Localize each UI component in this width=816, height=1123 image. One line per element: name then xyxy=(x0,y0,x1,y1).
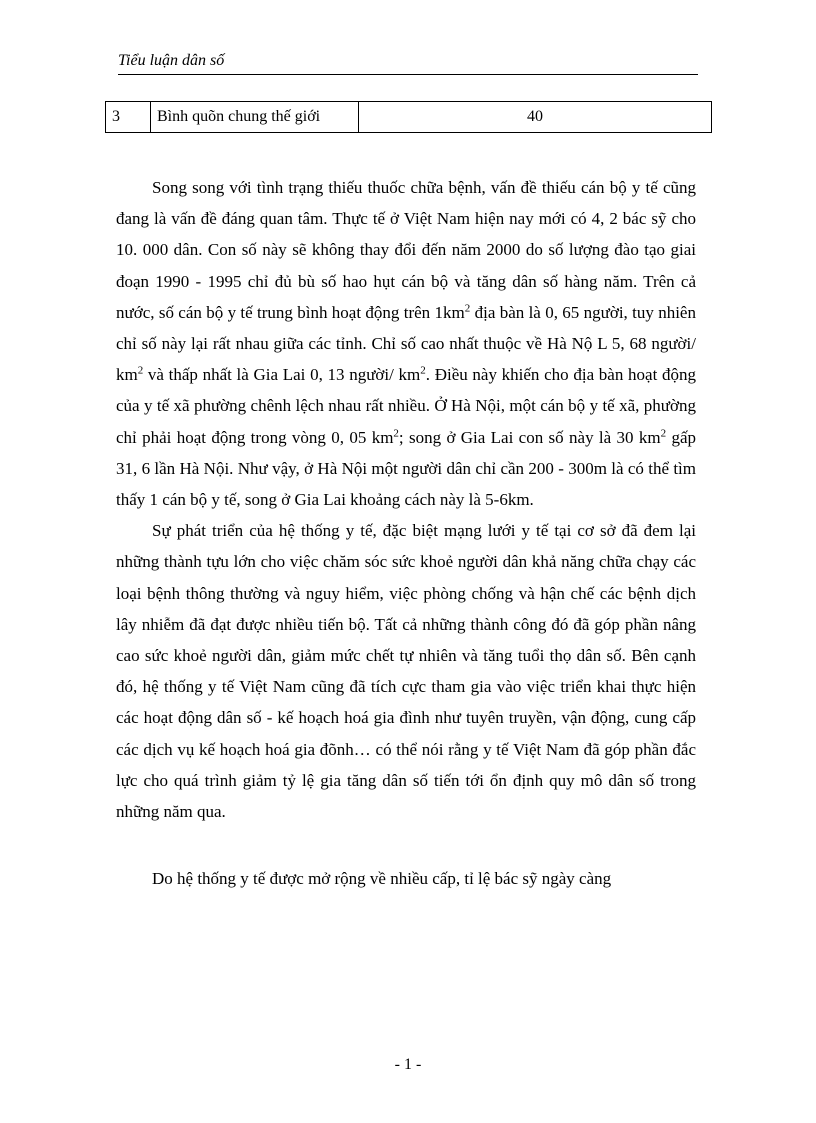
superscript: 2 xyxy=(420,364,426,377)
table-cell-value: 40 xyxy=(359,102,712,133)
superscript: 2 xyxy=(660,426,667,439)
page-header xyxy=(118,50,698,75)
table-cell-name: Bình quõn chung thế giới xyxy=(151,102,359,133)
table-cell-no: 3 xyxy=(106,102,151,133)
paragraph-1 xyxy=(116,172,696,515)
paragraph-1-part6: gấp 31, 6 lần Hà Nội. Như vậy, ở Hà Nội một người dân chỉ cần 200 - 300m là có thể tìm thấy 1 cán bộ y tế, song ở Gia Lai khoảng cách này là 5-6km. xyxy=(116,427,696,510)
paragraph-1-part3: và thấp nhất là Gia Lai 0, 13 người/ km xyxy=(143,365,421,385)
paragraph-1-part5: ; song ở Gia Lai con số này là 30 km xyxy=(398,427,661,447)
body-text xyxy=(116,172,696,894)
header-title: Tiểu luận dân số xyxy=(118,52,225,69)
paragraph-1-part4: . Điều này khiến cho địa bàn hoạt động của y tế xã phường chênh lệch nhau rất nhiều. Ở Hà Nội, một cán bộ y tế xã, phường chỉ phải hoạt động trong vòng 0, 05 km xyxy=(116,365,696,447)
paragraph-2: Sự phát triển của hệ thống y tế, đặc biệt mạng lưới y tế tại cơ sở đã đem lại những thành tựu lớn cho việc chăm sóc sức khoẻ người dân khả năng chữa chạy các loại bệnh thông thường và nguy hiểm, việc phòng chống và hận chế các bệnh dịch lây nhiễm đã đạt được nhiều tiến bộ. Tất cả những thành công đó đã góp phần nâng cao sức khoẻ người dân, giảm mức chết tự nhiên và tăng tuổi thọ dân số. Bên cạnh đó, hệ thống y tế Việt Nam cũng đã tích cực tham gia vào việc triển khai thực hiện các hoạt động dân số - kế hoạch hoá gia đình như tuyên truyền, vận động, cung cấp các dịch vụ kế hoạch hoá gia đõnh… có thể nói rằng y tế Việt Nam đã góp phần đắc lực cho quá trình giảm tỷ lệ gia tăng dân số tiến tới ổn định quy mô dân số trong những năm qua. xyxy=(116,521,696,822)
superscript: 2 xyxy=(393,426,399,439)
paragraph-3: Do hệ thống y tế được mở rộng về nhiều cấp, tỉ lệ bác sỹ ngày càng xyxy=(152,869,612,889)
superscript: 2 xyxy=(137,364,144,377)
paragraph-1-part1: Song song với tình trạng thiếu thuốc chữa bệnh, vấn đề thiếu cán bộ y tế cũng đang là vấn đề đáng quan tâm. Thực tế ở Việt Nam hiện nay mới có 4, 2 bác sỹ cho 10. 000 dân. Con số này sẽ không thay đổi đến năm 2000 do số lượng đào tạo giai đoạn 1990 - 1995 chỉ đủ bù số hao hụt cán bộ và tăng dân số hàng năm. Trên cả nước, số cán bộ y tế trung bình hoạt động trên 1km xyxy=(116,178,696,322)
page-number: - 1 - xyxy=(394,1056,422,1073)
data-table xyxy=(105,101,712,133)
paragraph-1-part2: địa bàn là 0, 65 người, tuy nhiên chỉ số này lại rất nhau giữa các tỉnh. Chỉ số cao nhất thuộc về Hà Nộ L 5, 68 người/ km xyxy=(116,302,696,385)
superscript: 2 xyxy=(464,302,471,315)
table-row xyxy=(106,102,712,133)
